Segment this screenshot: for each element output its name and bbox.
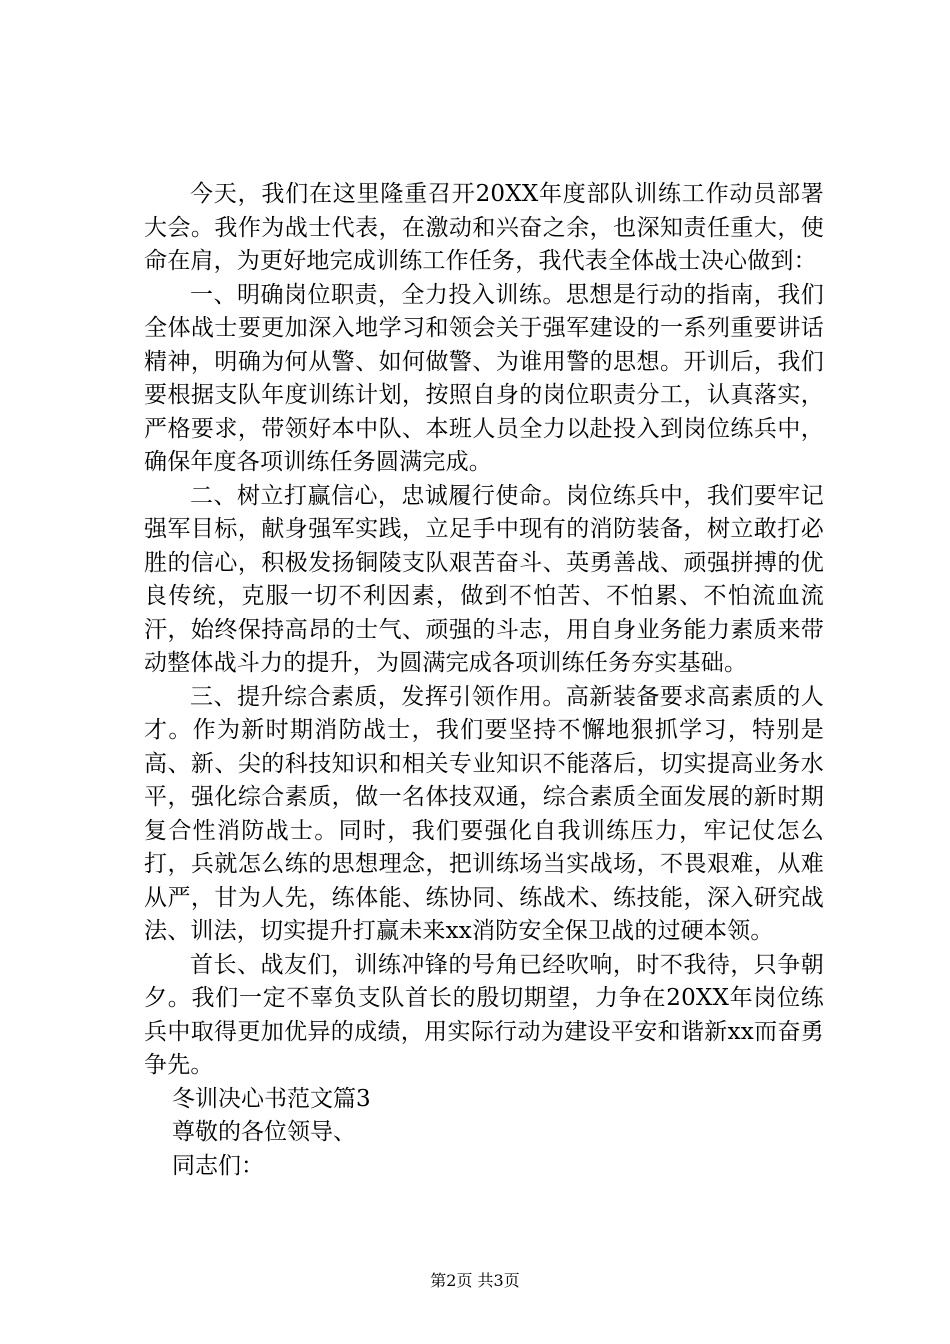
paragraph-point-two: 二、树立打赢信心，忠诚履行使命。岗位练兵中，我们要牢记强军目标，献身强军实践，立足手中现有的消防装备，树立敢打必胜的信心，积极发扬铜陵支队艰苦奋斗、英勇善战、顽强拼搏的优良传统，克服一切不利因素，做到不怕苦、不怕累、不怕流血流汗，始终保持高昂的士气、顽强的斗志，用自身业务能力素质来带动整体战斗力的提升，为圆满完成各项训练任务夯实基础。 xyxy=(144,482,824,676)
salutation-line-2: 同志们： xyxy=(172,1152,264,1179)
document-body xyxy=(144,178,824,1183)
paragraph-intro: 今天，我们在这里隆重召开20XX年度部队训练工作动员部署大会。我作为战士代表，在激动和兴奋之余，也深知责任重大，使命在肩，为更好地完成训练工作任务，我代表全体战士决心做到： xyxy=(144,181,824,274)
paragraph-closing: 首长、战友们，训练冲锋的号角已经吹响，时不我待，只争朝夕。我们一定不辜负支队首长的殷切期望，力争在20XX年岗位练兵中取得更加优异的成绩，用实际行动为建设平安和谐新xx而奋勇争先。 xyxy=(144,951,824,1078)
paragraph-point-one: 一、明确岗位职责，全力投入训练。思想是行动的指南，我们全体战士要更加深入地学习和领会关于强军建设的一系列重要讲话精神，明确为何从警、如何做警、为谁用警的思想。开训后，我们要根据支队年度训练计划，按照自身的岗位职责分工，认真落实，严格要求，带领好本中队、本班人员全力以赴投入到岗位练兵中，确保年度各项训练任务圆满完成。 xyxy=(144,281,824,475)
section-title: 冬训决心书范文篇3 xyxy=(172,1085,371,1112)
paragraph-point-three: 三、提升综合素质，发挥引领作用。高新装备要求高素质的人才。作为新时期消防战士，我们要坚持不懈地狠抓学习，特别是高、新、尖的科技知识和相关专业知识不能落后，切实提高业务水平，强化综合素质，做一名体技双通，综合素质全面发展的新时期复合性消防战士。同时，我们要强化自我训练压力，牢记仗怎么打，兵就怎么练的思想理念，把训练场当实战场，不畏艰难，从难从严，甘为人先，练体能、练协同、练战术、练技能，深入研究战法、训法，切实提升打赢未来xx消防安全保卫战的过硬本领。 xyxy=(144,683,824,944)
page-footer: 第2页 共3页 xyxy=(430,1271,520,1290)
salutation-line-1: 尊敬的各位领导、 xyxy=(172,1119,356,1145)
